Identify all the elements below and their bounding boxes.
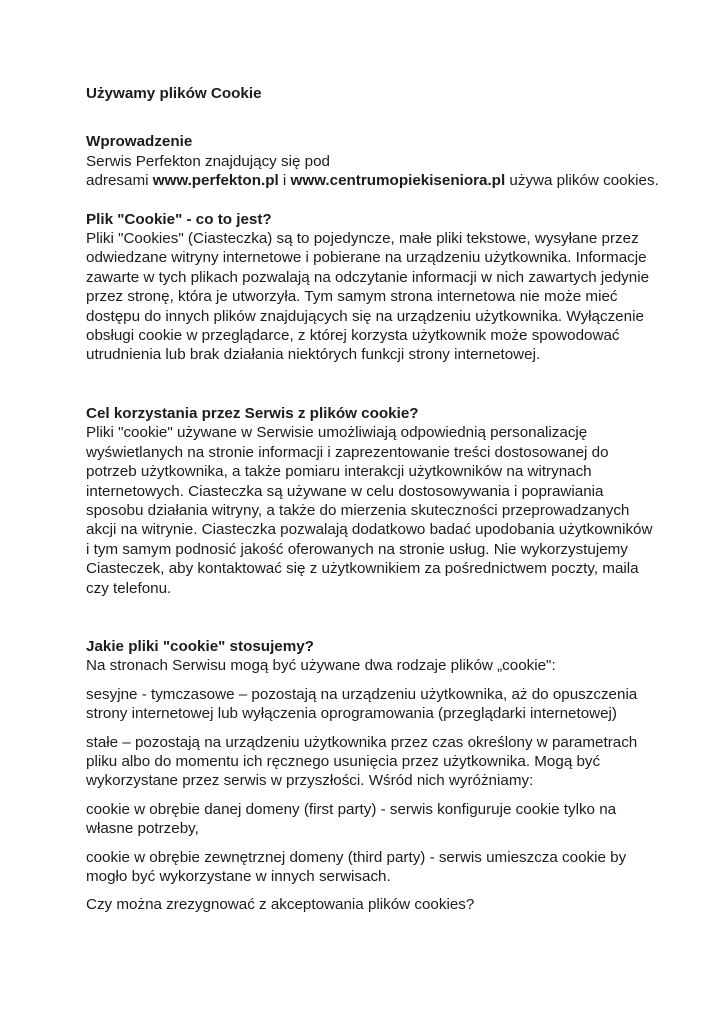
intro-mid: i (278, 172, 291, 190)
purpose-line: akcji na witrynie. Ciasteczka pozwalają dodatkowo badać upodobania użytkowników (86, 521, 653, 539)
page-title: Używamy plików Cookie (86, 85, 262, 102)
intro-heading: Wprowadzenie (86, 133, 193, 151)
purpose-line: Ciasteczek, aby kontaktować się z użytkownikiem za pośrednictwem poczty, maila (86, 560, 639, 578)
types-intro: Na stronach Serwisu mogą być używane dwa rodzaje plików „cookie": (86, 657, 556, 675)
first-party-line: cookie w obrębie danej domeny (first party) - serwis konfiguruje cookie tylko na (86, 800, 617, 818)
domain-perfekton: www.perfekton.pl (152, 172, 279, 190)
permanent-line: wykorzystane przez serwis w przyszłości. Wśród nich wyróżniamy: (86, 772, 534, 790)
what-is-heading: Plik "Cookie" - co to jest? (86, 210, 272, 228)
session-line: sesyjne - tymczasowe – pozostają na urządzeniu użytkownika, aż do opuszczenia (86, 685, 638, 703)
intro-line-1: Serwis Perfekton znajdujący się pod (86, 152, 330, 170)
purpose-line: wyświetlanych na stronie informacji i zaprezentowanie treści dostosowanej do (86, 443, 609, 461)
domain-centrumopiekiseniora: www.centrumopiekiseniora.pl (290, 172, 506, 190)
first-party-line: własne potrzeby, (86, 820, 199, 838)
third-party-line: cookie w obrębie zewnętrznej domeny (third party) - serwis umieszcza cookie by (86, 848, 627, 866)
opt-out-question: Czy można zrezygnować z akceptowania plików cookies? (86, 896, 475, 914)
permanent-cookies-paragraph (86, 733, 686, 791)
what-is-line: dostępu do innych plików znajdujących się na urządzeniu użytkownika. Wyłączenie (86, 307, 644, 325)
third-party-paragraph (86, 848, 686, 887)
purpose-line: potrzeb użytkownika, a także pomiaru interakcji użytkowników na witrynach (86, 463, 592, 481)
what-is-line: przez stronę, która je utworzyła. Tym samym strona internetowa nie może mieć (86, 288, 618, 306)
purpose-line: internetowych. Ciasteczka są używane w celu dostosowywania i poprawiania (86, 482, 604, 500)
what-is-line: obsługi cookie w przeglądarce, z której korzysta użytkownik może spowodować (86, 327, 620, 345)
intro-prefix: adresami (86, 172, 153, 190)
purpose-line: Pliki "cookie" używane w Serwisie umożliwiają odpowiednią personalizację (86, 424, 588, 442)
permanent-line: pliku albo do momentu ich ręcznego usunięcia przez użytkownika. Mogą być (86, 752, 601, 770)
what-is-line: odwiedzane witryny internetowe i pobierane na urządzeniu użytkownika. Informacje (86, 249, 647, 267)
intro-line-2 (86, 171, 686, 190)
third-party-line: mogło być wykorzystane w innych serwisach. (86, 868, 391, 885)
types-heading: Jakie pliki "cookie" stosujemy? (86, 637, 314, 655)
first-party-paragraph (86, 800, 686, 839)
what-is-line: utrudnienia lub brak działania niektórych funkcji strony internetowej. (86, 346, 541, 364)
purpose-heading: Cel korzystania przez Serwis z plików cookie? (86, 404, 419, 422)
permanent-line: stałe – pozostają na urządzeniu użytkownika przez czas określony w parametrach (86, 733, 638, 751)
what-is-line: Pliki "Cookies" (Ciasteczka) są to pojedyncze, małe pliki tekstowe, wysyłane przez (86, 230, 639, 248)
purpose-line: i tym samym podnosić jakość oferowanych na stronie usług. Nie wykorzystujemy (86, 540, 628, 558)
purpose-line: czy telefonu. (86, 579, 172, 597)
document-page (86, 84, 686, 915)
purpose-line: sposobu działania witryny, a także do mierzenia skuteczności przeprowadzanych (86, 501, 630, 519)
session-cookies-paragraph (86, 685, 686, 724)
what-is-line: zawarte w tych plikach pozwalają na odczytanie informacji w nich zawartych jedynie (86, 268, 650, 286)
session-line: strony internetowej lub wyłączenia oprogramowania (przeglądarki internetowej) (86, 705, 617, 723)
intro-suffix: używa plików cookies. (505, 172, 659, 190)
